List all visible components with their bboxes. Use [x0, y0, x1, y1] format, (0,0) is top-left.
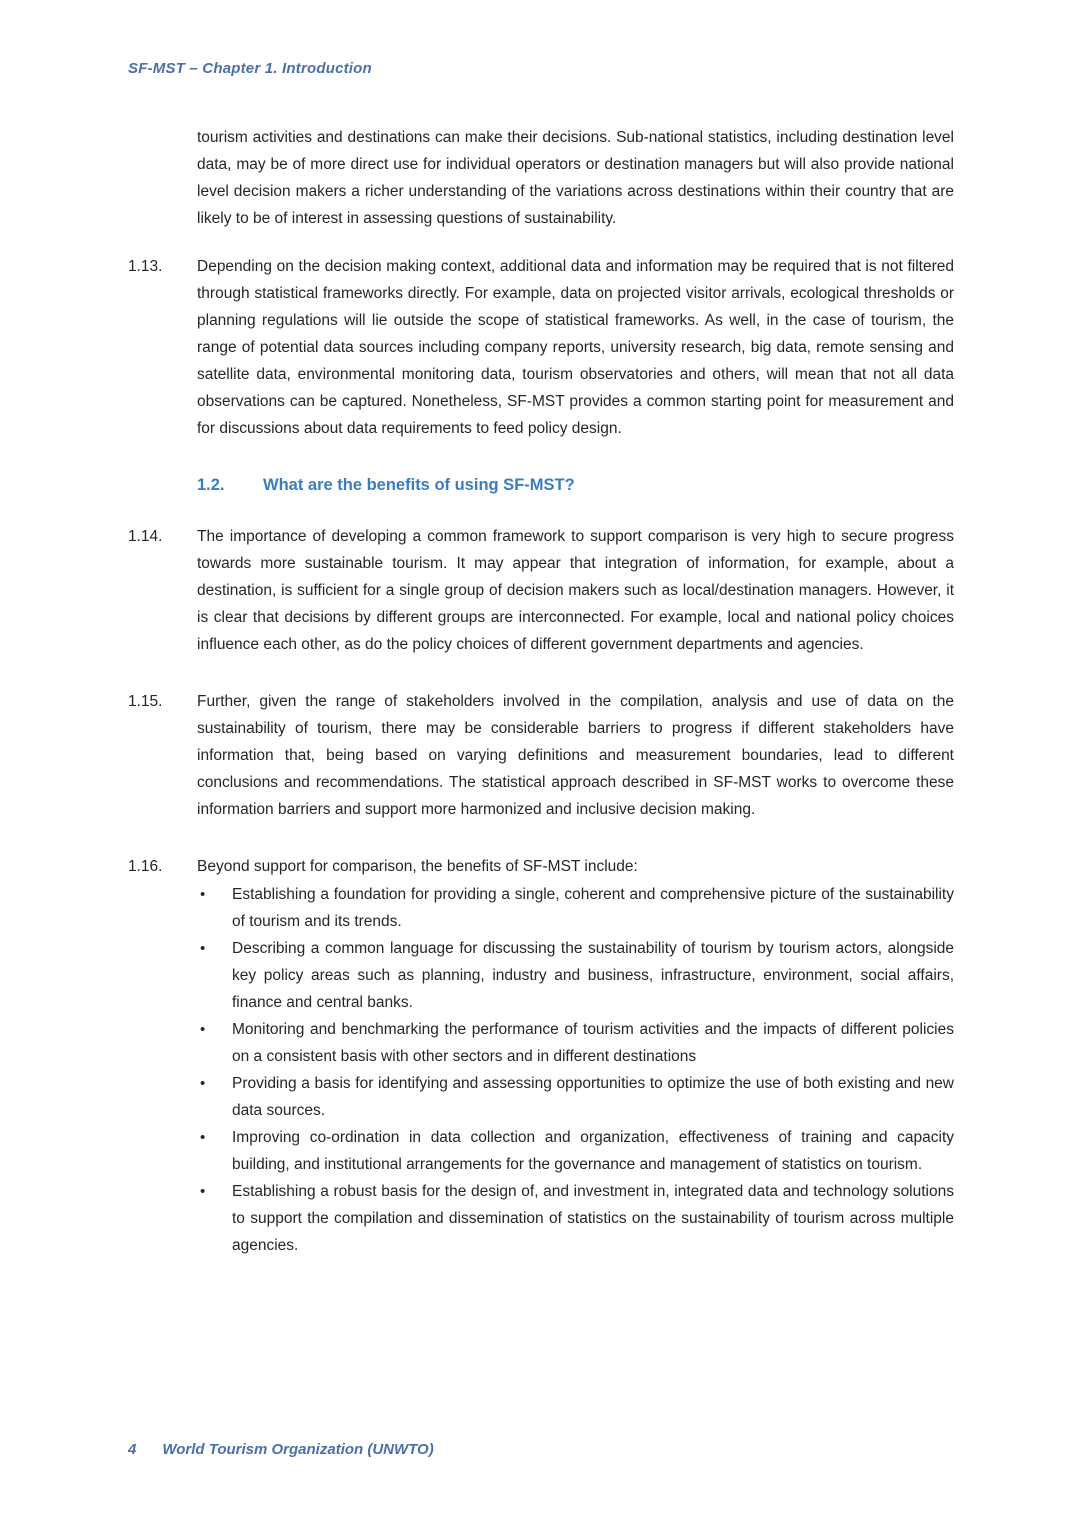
- paragraph-text: Further, given the range of stakeholders involved in the compilation, analysis and use of data on the sustainability of tourism, there may be considerable barriers to progress if different stakeholders have information that, being based on varying definitions and measurement boundaries, lead to different conclusions and recommendations. The statistical approach described in SF-MST works to overcome these information barriers and support more harmonized and inclusive decision making.: [197, 693, 954, 818]
- bullet-icon: •: [200, 1021, 206, 1038]
- bullet-icon: •: [200, 1129, 206, 1146]
- bullet-icon: •: [200, 886, 206, 903]
- bullet-text: Establishing a robust basis for the design of, and investment in, integrated data and technology solutions to support the compilation and dissemination of statistics on the sustainability of tourism across multiple agencies.: [232, 1183, 954, 1254]
- paragraph-text: Beyond support for comparison, the benefits of SF-MST include:: [197, 858, 638, 875]
- bullet-icon: •: [200, 1075, 206, 1092]
- footer-organization: World Tourism Organization (UNWTO): [162, 1441, 434, 1458]
- bullet-text: Describing a common language for discussing the sustainability of tourism by tourism actors, alongside key policy areas such as planning, industry and business, infrastructure, environment, social affairs, finance and central banks.: [232, 940, 954, 1011]
- section-heading-number: 1.2.: [197, 476, 225, 494]
- paragraph-1-14: [128, 523, 954, 658]
- paragraph-1-13: [128, 253, 954, 442]
- bullet-text: Improving co-ordination in data collection and organization, effectiveness of training and capacity building, and institutional arrangements for the governance and management of statistics on tourism.: [232, 1129, 954, 1173]
- paragraph-number: 1.15.: [128, 693, 163, 710]
- footer-page-number: 4: [128, 1441, 137, 1458]
- paragraph-number: 1.13.: [128, 258, 163, 275]
- bullet-item: [197, 881, 954, 935]
- paragraph-text: Depending on the decision making context, additional data and information may be required that is not filtered through statistical frameworks directly. For example, data on projected visitor arrivals, ecological thresholds or planning regulations will lie outside the scope of statistical frameworks. As well, in the case of tourism, the range of potential data sources including company reports, university research, big data, remote sensing and satellite data, environmental monitoring data, tourism observatories and others, will mean that not all data observations can be captured. Nonetheless, SF-MST provides a common starting point for measurement and for discussions about data requirements to feed policy design.: [197, 258, 954, 437]
- bullet-text: Establishing a foundation for providing a single, coherent and comprehensive picture of the sustainability of tourism and its trends.: [232, 886, 954, 930]
- chapter-running-header: SF-MST – Chapter 1. Introduction: [128, 60, 372, 77]
- paragraph-1-15: [128, 688, 954, 823]
- bullet-text: Providing a basis for identifying and assessing opportunities to optimize the use of both existing and new data sources.: [232, 1075, 954, 1119]
- benefits-bullet-list: [128, 881, 954, 1259]
- bullet-item: [197, 1124, 954, 1178]
- bullet-text: Monitoring and benchmarking the performance of tourism activities and the impacts of different policies on a consistent basis with other sectors and in different destinations: [232, 1021, 954, 1065]
- section-heading: [197, 474, 954, 496]
- paragraph-text: The importance of developing a common framework to support comparison is very high to secure progress towards more sustainable tourism. It may appear that integration of information, for example, about a destination, is sufficient for a single group of decision makers such as local/destination managers. However, it is clear that decisions by different groups are interconnected. For example, local and national policy choices influence each other, as do the policy choices of different government departments and agencies.: [197, 528, 954, 653]
- page-footer: [128, 1441, 434, 1458]
- paragraph-number: 1.14.: [128, 528, 163, 545]
- paragraph-1-16: [128, 853, 954, 880]
- page-body: [128, 124, 954, 1259]
- bullet-icon: •: [200, 1183, 206, 1200]
- bullet-item: [197, 1016, 954, 1070]
- bullet-item: [197, 1070, 954, 1124]
- section-heading-title: What are the benefits of using SF-MST?: [263, 476, 575, 494]
- bullet-item: [197, 1178, 954, 1259]
- bullet-item: [197, 935, 954, 1016]
- paragraph-continuation: tourism activities and destinations can make their decisions. Sub-national statistics, including destination level data, may be of more direct use for individual operators or destination managers but will also provide national level decision makers a richer understanding of the variations across destinations within their country that are likely to be of interest in assessing questions of sustainability.: [197, 129, 954, 227]
- bullet-icon: •: [200, 940, 206, 957]
- paragraph-number: 1.16.: [128, 858, 163, 875]
